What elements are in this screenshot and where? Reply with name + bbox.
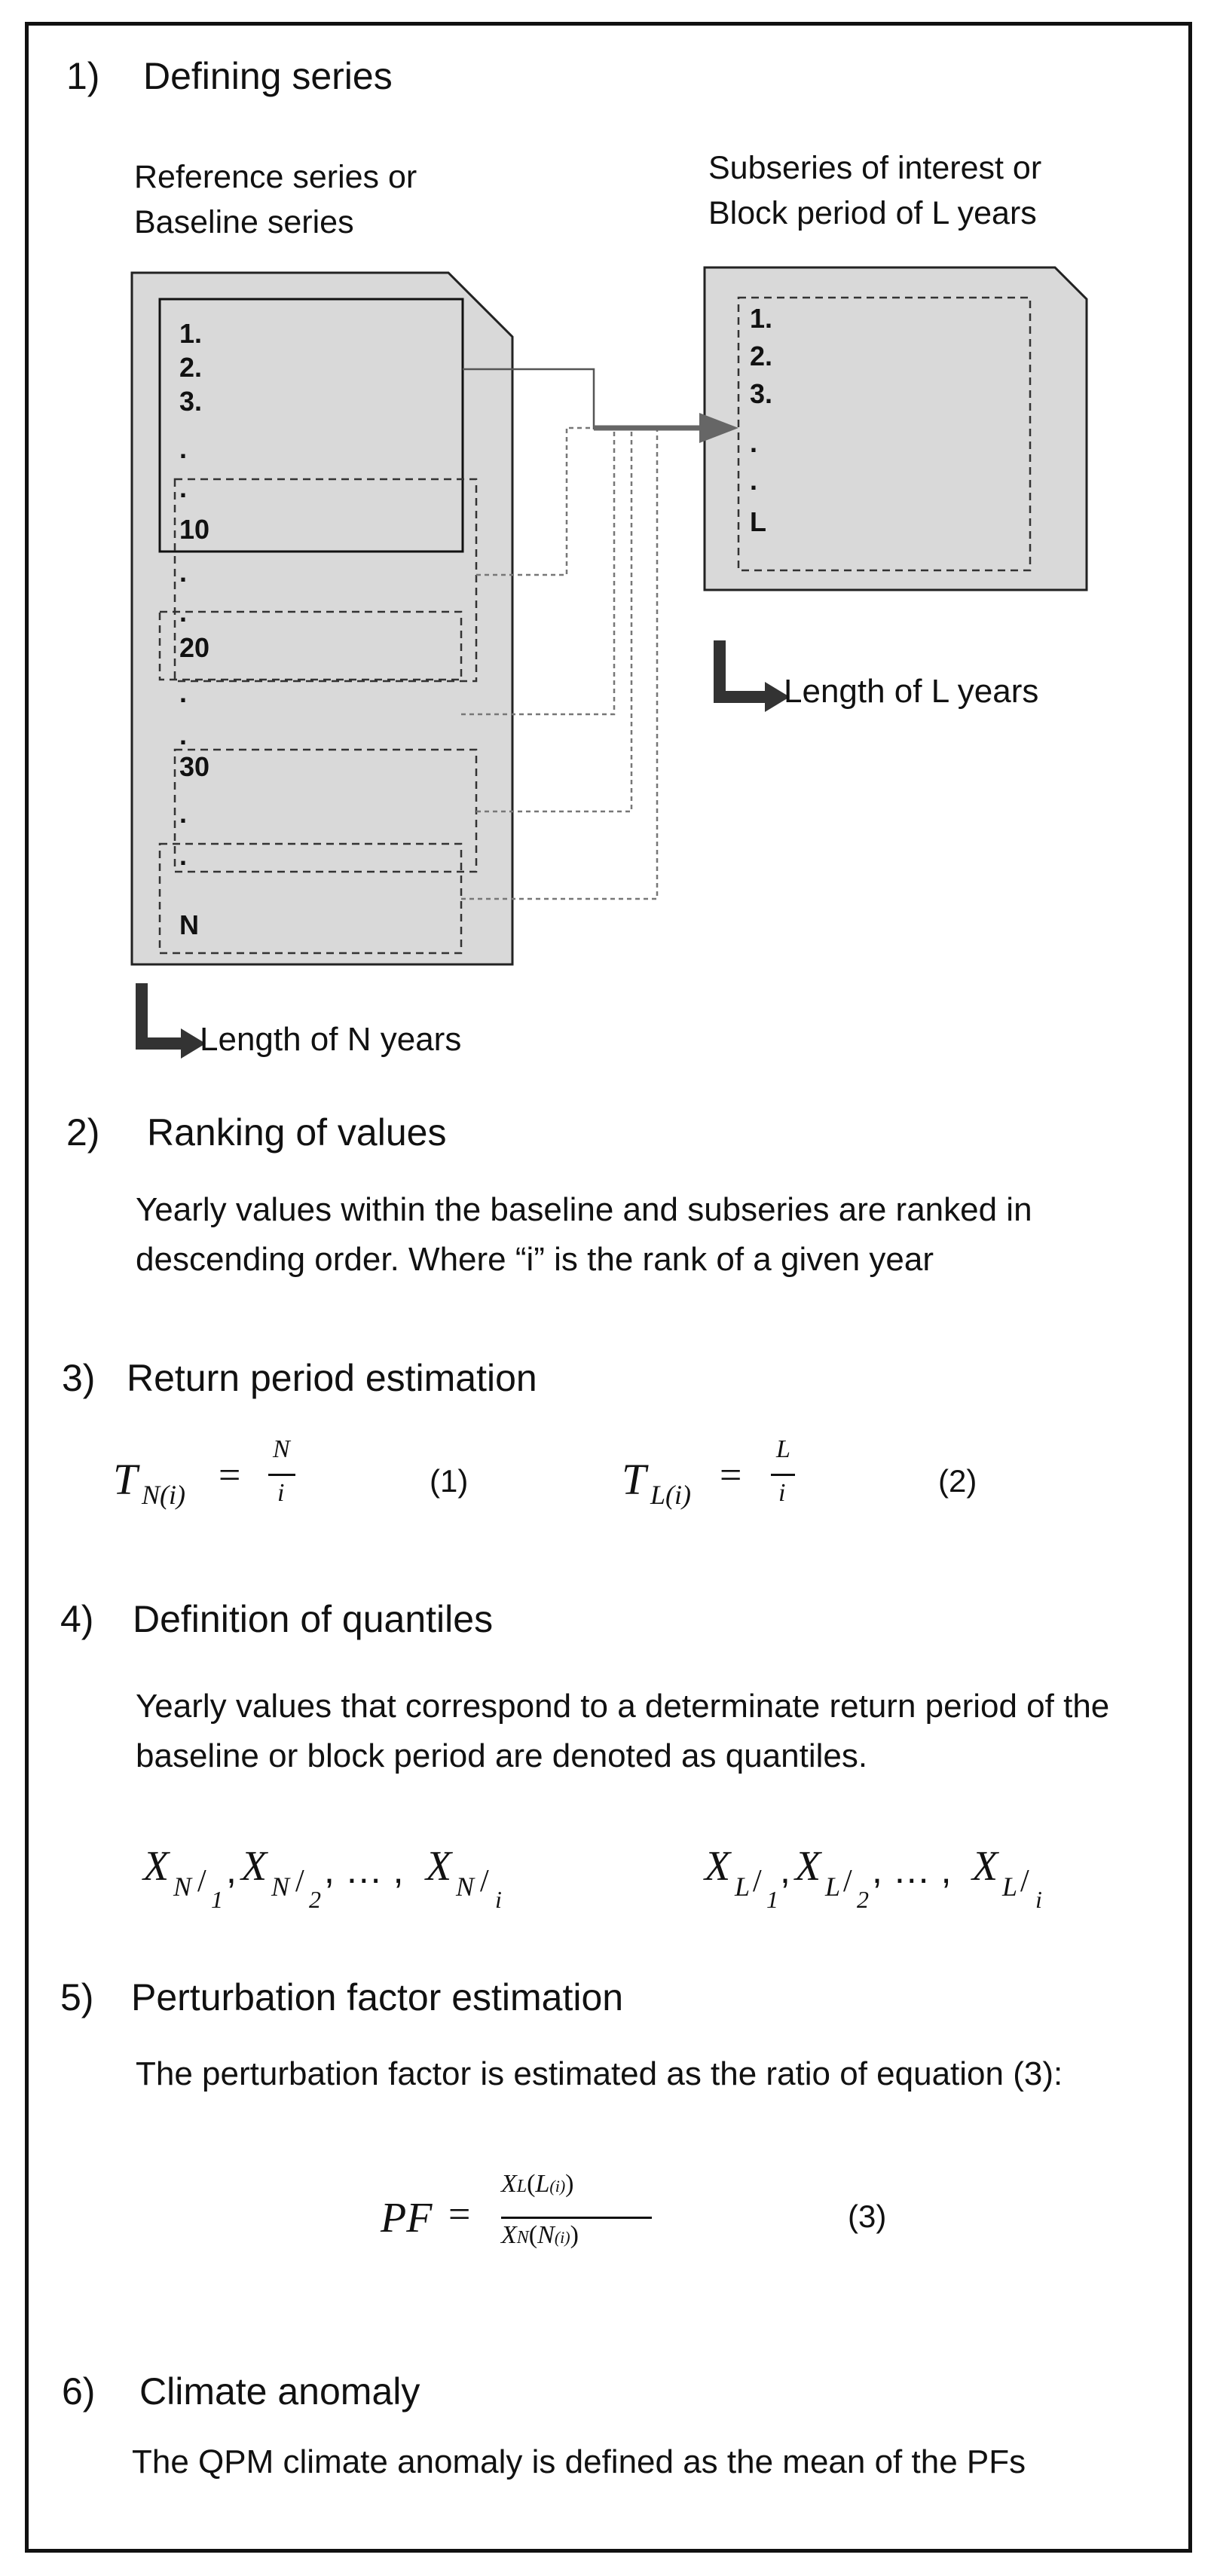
baseline-year-item: . <box>179 597 188 628</box>
equation-1-number: (1) <box>430 1463 469 1499</box>
step-4-number: 4) <box>60 1598 94 1640</box>
ranking-text: Yearly values within the baseline and subseries are ranked in descending order. Where “i” is the rank of a given year <box>136 1191 1032 1278</box>
step-2-number: 2) <box>66 1111 100 1154</box>
baseline-year-item: . <box>179 433 188 464</box>
baseline-year-item: 3. <box>179 386 203 417</box>
length-N-label: Length of N years <box>200 1021 462 1058</box>
step-6-title: Climate anomaly <box>139 2370 420 2413</box>
step-4-title: Definition of quantiles <box>133 1598 494 1640</box>
length-N-bent-arrow-icon <box>142 983 206 1059</box>
subseries-label-line-2: Block period of L years <box>708 195 1037 231</box>
length-L-bent-arrow-icon <box>720 640 790 712</box>
baseline-year-item: 2. <box>179 352 203 383</box>
baseline-year-item: . <box>179 677 188 708</box>
baseline-year-item: . <box>179 840 188 871</box>
step-2-title: Ranking of values <box>147 1111 447 1154</box>
step-3-title: Return period estimation <box>127 1357 537 1399</box>
baseline-label-line-1: Reference series or <box>134 159 417 195</box>
equation-3: PF = XL(L(i)) XN(N(i)) <box>381 2170 682 2275</box>
perturbation-text: The perturbation factor is estimated as the ratio of equation (3): <box>136 2055 1063 2092</box>
length-L-label: Length of L years <box>784 673 1039 710</box>
step-5-title: Perturbation factor estimation <box>131 1976 624 2018</box>
subseries-year-item: L <box>750 506 766 537</box>
baseline-year-item: 1. <box>179 318 203 349</box>
baseline-year-item: 10 <box>179 514 210 545</box>
subseries-year-item: 2. <box>750 341 773 371</box>
baseline-year-item: N <box>179 909 199 940</box>
subseries-label-line-1: Subseries of interest or <box>708 150 1042 186</box>
step-1-title: Defining series <box>143 55 393 97</box>
subseries-year-item: . <box>750 465 758 496</box>
equation-2-number: (2) <box>938 1463 977 1499</box>
baseline-year-item: . <box>179 557 188 588</box>
baseline-year-item: 20 <box>179 632 210 663</box>
baseline-year-item: . <box>179 798 188 829</box>
quantiles-text: Yearly values that correspond to a determinate return period of the baseline or block period are denoted as quantiles. <box>136 1688 1110 1774</box>
subseries-year-item: . <box>750 427 758 458</box>
step-5-number: 5) <box>60 1976 94 2018</box>
subseries-year-item: 1. <box>750 303 773 334</box>
series-diagram <box>0 0 1220 1092</box>
step-3-number: 3) <box>62 1357 96 1399</box>
subseries-year-item: 3. <box>750 378 773 409</box>
baseline-year-item: . <box>179 472 188 503</box>
baseline-year-item: . <box>179 720 188 750</box>
equation-3-number: (3) <box>848 2199 887 2234</box>
step-6-number: 6) <box>62 2370 96 2413</box>
baseline-year-item: 30 <box>179 751 210 782</box>
anomaly-text: The QPM climate anomaly is defined as the mean of the PFs <box>132 2443 1026 2480</box>
baseline-label-line-2: Baseline series <box>134 204 354 240</box>
step-1-number: 1) <box>66 55 100 97</box>
